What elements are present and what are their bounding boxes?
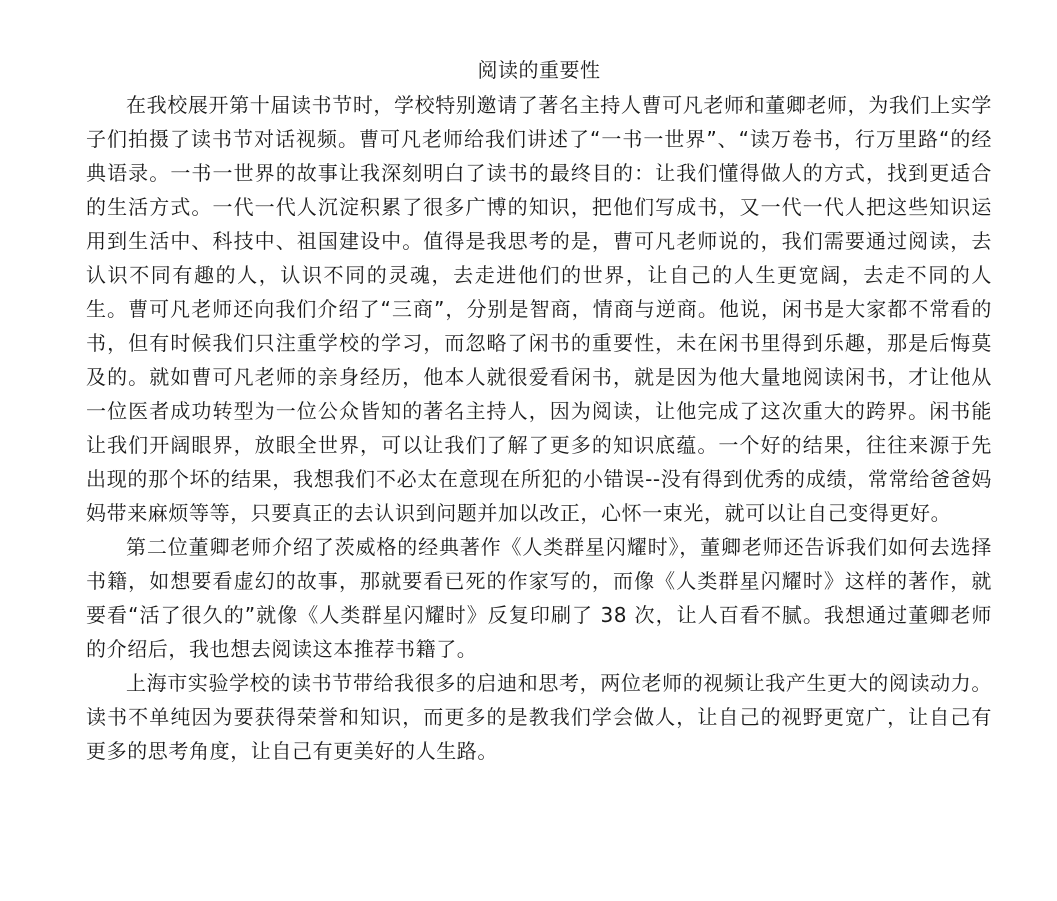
document-title: 阅读的重要性: [477, 58, 601, 82]
paragraph-1: 在我校展开第十届读书节时，学校特别邀请了著名主持人曹可凡老师和董卿老师，为我们上实学子们拍摄了读书节对话视频。曹可凡老师给我们讲述了“一书一世界”、“读万卷书，行万里路“的经典语录。一书一世界的故事让我深刻明白了读书的最终目的：让我们懂得做人的方式，找到更适合的生活方式。一代一代人沉淀积累了很多广博的知识，把他们写成书，又一代一代人把这些知识运用到生活中、科技中、祖国建设中。值得是我思考的是，曹可凡老师说的，我们需要通过阅读，去认识不同有趣的人，认识不同的灵魂，去走进他们的世界，让自己的人生更宽阔，去走不同的人生。曹可凡老师还向我们介绍了“三商”，分别是智商，情商与逆商。他说，闲书是大家都不常看的书，但有时候我们只注重学校的学习，而忽略了闲书的重要性，未在闲书里得到乐趣，那是后悔莫及的。就如曹可凡老师的亲身经历，他本人就很爱看闲书，就是因为他大量地阅读闲书，才让他从一位医者成功转型为一位公众皆知的著名主持人，因为阅读，让他完成了这次重大的跨界。闲书能让我们开阔眼界，放眼全世界，可以让我们了解了更多的知识底蕴。一个好的结果，往往来源于先出现的那个坏的结果，我想我们不必太在意现在所犯的小错误--没有得到优秀的成绩，常常给爸爸妈妈带来麻烦等等，只要真正的去认识到问题并加以改正，心怀一束光，就可以让自己变得更好。: [86, 93, 992, 525]
paragraph-3: 上海市实验学校的读书节带给我很多的启迪和思考，两位老师的视频让我产生更大的阅读动力。读书不单纯因为要获得荣誉和知识，而更多的是教我们学会做人，让自己的视野更宽广，让自己有更多的思考角度，让自己有更美好的人生路。: [86, 671, 992, 763]
paragraph-2: 第二位董卿老师介绍了茨威格的经典著作《人类群星闪耀时》，董卿老师还告诉我们如何去选择书籍，如想要看虚幻的故事，那就要看已死的作家写的，而像《人类群星闪耀时》这样的著作，就要看“活了很久的”就像《人类群星闪耀时》反复印刷了 38 次，让人百看不腻。我想通过董卿老师的介绍后，我也想去阅读这本推荐书籍了。: [86, 535, 992, 661]
document-page: [86, 52, 992, 768]
